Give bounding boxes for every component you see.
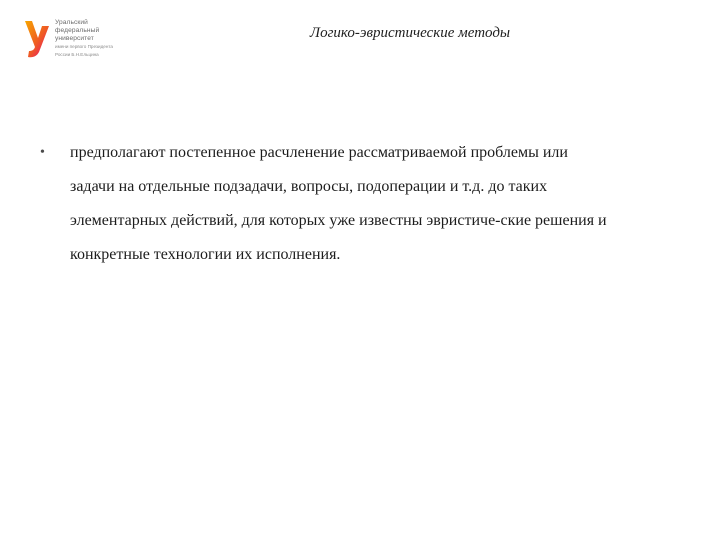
slide-title: Логико-эвристические методы [309, 25, 511, 41]
bullet-dot-icon: • [40, 145, 45, 160]
bullet-text-line-3: элементарных действий, для которых уже известны эвристиче-ские решения и [70, 212, 607, 229]
logo-line-3: университет [55, 34, 94, 42]
slide-body [36, 136, 686, 272]
bullet-text-line-2: задачи на отдельные подзадачи, вопросы, подоперации и т.д. до таких [70, 178, 548, 195]
logo-sub-line-2: России Б.Н.Ельцина [55, 51, 99, 57]
bullet-item [36, 136, 686, 272]
urfu-logo-mark-icon [24, 18, 50, 58]
logo-line-2: федеральный [55, 26, 100, 34]
university-logo [24, 18, 144, 66]
bullet-text [70, 136, 686, 272]
bullet-text-line-4: конкретные технологии их исполнения. [70, 246, 341, 263]
logo-sub-line-1: имени первого Президента [55, 44, 113, 50]
logo-line-1: Уральский [55, 19, 88, 26]
bullet-text-line-1: предполагают постепенное расчленение рассматриваемой проблемы или [70, 144, 568, 161]
logo-wordmark [55, 19, 143, 57]
